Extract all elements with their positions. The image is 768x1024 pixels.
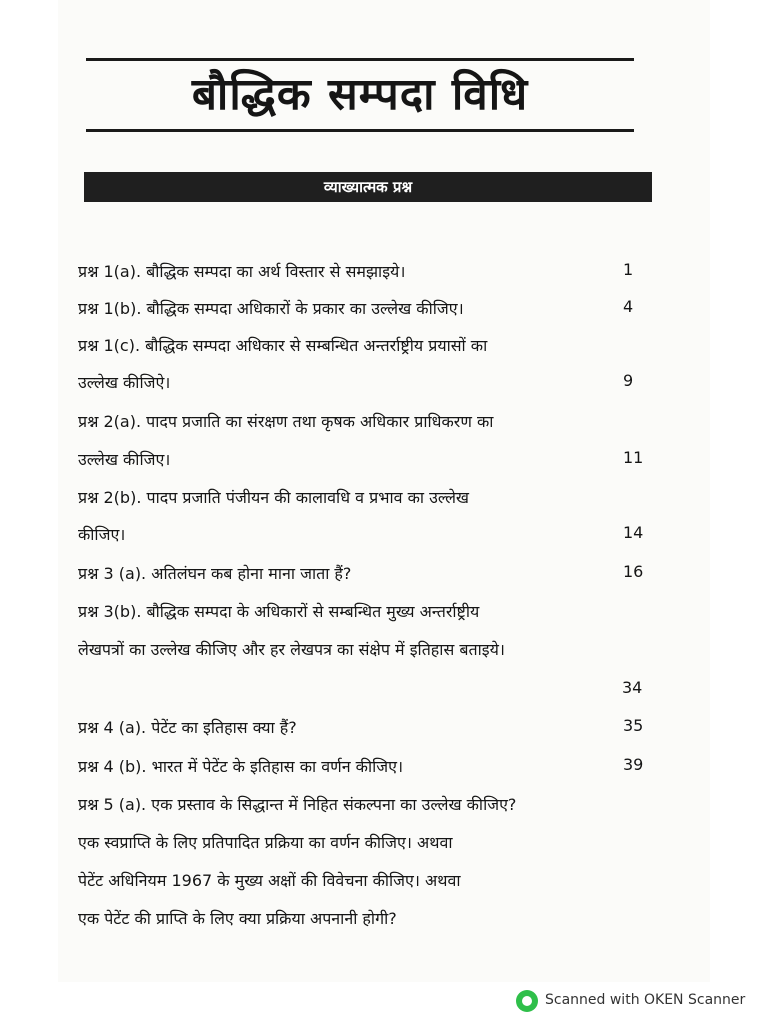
question-text: एक स्वप्राप्ति के लिए प्रतिपादित प्रक्रिया का वर्णन कीजिए। अथवा bbox=[78, 833, 453, 852]
question-text: प्रश्न 5 (a). एक प्रस्ताव के सिद्धान्त में निहित संकल्पना का उल्लेख कीजिए? bbox=[78, 795, 517, 814]
question-text: उल्लेख कीजिए। bbox=[78, 450, 171, 469]
question-item bbox=[78, 297, 648, 319]
question-text: एक पेटेंट की प्राप्ति के लिए क्या प्रक्रिया अपनानी होगी? bbox=[78, 909, 397, 928]
question-page-number: 35 bbox=[623, 716, 644, 735]
question-text: लेखपत्रों का उल्लेख कीजिए और हर लेखपत्र का संक्षेप में इतिहास बताइये। bbox=[78, 640, 505, 659]
question-item-continued bbox=[78, 448, 648, 470]
question-text: प्रश्न 3 (a). अतिलंघन कब होना माना जाता हैं? bbox=[78, 564, 352, 583]
question-item-continued bbox=[78, 869, 648, 891]
question-text: प्रश्न 1(c). बौद्धिक सम्पदा अधिकार से सम्बन्धित अन्तर्राष्ट्रीय प्रयासों का bbox=[78, 336, 488, 355]
section-banner bbox=[84, 172, 652, 202]
question-item bbox=[78, 755, 648, 777]
question-item bbox=[78, 793, 648, 815]
question-item bbox=[78, 410, 648, 432]
question-page-number: 39 bbox=[623, 755, 644, 774]
question-item bbox=[78, 486, 648, 508]
question-text: प्रश्न 4 (b). भारत में पेटेंट के इतिहास का वर्णन कीजिए। bbox=[78, 757, 404, 776]
question-item bbox=[78, 334, 648, 356]
question-page-number: 1 bbox=[623, 260, 634, 279]
question-text: कीजिए। bbox=[78, 525, 126, 544]
question-item-continued bbox=[78, 907, 648, 929]
question-page-number: 9 bbox=[623, 371, 634, 390]
question-item-continued bbox=[78, 523, 648, 545]
question-text: प्रश्न 1(b). बौद्धिक सम्पदा अधिकारों के प्रकार का उल्लेख कीजिए। bbox=[78, 299, 464, 318]
question-page-number: 34 bbox=[622, 678, 643, 697]
question-page-number: 4 bbox=[623, 297, 634, 316]
question-text: प्रश्न 2(a). पादप प्रजाति का संरक्षण तथा कृषक अधिकार प्राधिकरण का bbox=[78, 412, 494, 431]
question-item bbox=[78, 716, 648, 738]
question-text: प्रश्न 1(a). बौद्धिक सम्पदा का अर्थ विस्तार से समझाइये। bbox=[78, 262, 406, 281]
question-item-continued bbox=[78, 371, 648, 393]
page-title: बौद्धिक सम्पदा विधि bbox=[191, 69, 529, 120]
question-text: प्रश्न 4 (a). पेटेंट का इतिहास क्या हैं? bbox=[78, 718, 297, 737]
question-page-number: 16 bbox=[623, 562, 644, 581]
question-item-continued bbox=[78, 831, 648, 853]
question-text: प्रश्न 2(b). पादप प्रजाति पंजीयन की कालावधि व प्रभाव का उल्लेख bbox=[78, 488, 470, 507]
scanner-watermark: Scanned with OKEN Scanner bbox=[545, 992, 746, 1008]
title-bottom-rule bbox=[86, 129, 634, 132]
question-page-number: 14 bbox=[623, 523, 644, 542]
question-text: उल्लेख कीजिऐ। bbox=[78, 373, 171, 392]
title-top-rule bbox=[86, 58, 634, 61]
question-text: पेटेंट अधिनियम 1967 के मुख्य अक्षों की विवेचना कीजिए। अथवा bbox=[78, 871, 461, 890]
oken-scanner-logo-icon bbox=[516, 990, 538, 1012]
section-banner-label: व्याख्यात्मक प्रश्न bbox=[323, 178, 413, 196]
question-item bbox=[78, 600, 648, 622]
question-item bbox=[78, 562, 648, 584]
question-item bbox=[78, 260, 648, 282]
question-item-continued bbox=[78, 638, 648, 660]
question-page-number: 11 bbox=[623, 448, 644, 467]
question-text: प्रश्न 3(b). बौद्धिक सम्पदा के अधिकारों से सम्बन्धित मुख्य अन्तर्राष्ट्रीय bbox=[78, 602, 480, 621]
